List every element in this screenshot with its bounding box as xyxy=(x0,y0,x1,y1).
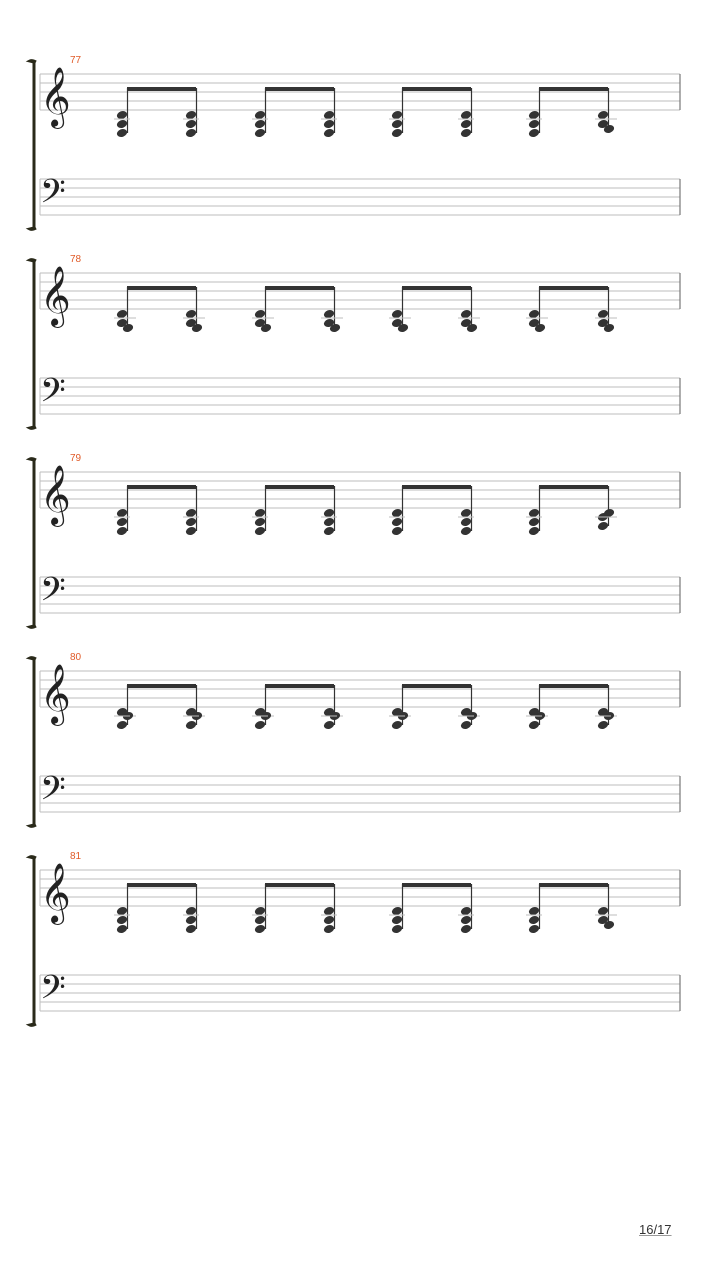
beam xyxy=(265,485,334,489)
note-head xyxy=(528,517,540,528)
note-head xyxy=(185,526,197,537)
note-head xyxy=(254,720,266,731)
note-head xyxy=(391,517,403,528)
treble-staff xyxy=(40,472,680,508)
beam xyxy=(539,87,608,91)
note-head xyxy=(116,915,128,926)
beamed-group xyxy=(389,485,474,536)
note-head xyxy=(460,924,472,935)
bass-staff xyxy=(40,776,680,812)
beam xyxy=(265,87,334,91)
beam xyxy=(127,684,196,688)
bass-staff xyxy=(40,577,680,613)
bass-staff xyxy=(40,975,680,1011)
system xyxy=(30,260,680,429)
note-head xyxy=(460,119,472,130)
beamed-group xyxy=(526,485,617,536)
beamed-group xyxy=(526,883,617,934)
note-head xyxy=(391,128,403,139)
beamed-group xyxy=(114,485,199,536)
system xyxy=(30,459,680,628)
measure-number: 81 xyxy=(70,851,82,862)
note-head xyxy=(323,517,335,528)
note-head xyxy=(254,517,266,528)
beam xyxy=(265,286,334,290)
note-head xyxy=(460,128,472,139)
beamed-group xyxy=(252,286,343,333)
beamed-group xyxy=(389,87,474,138)
note-head xyxy=(254,128,266,139)
system xyxy=(30,857,680,1026)
note-head xyxy=(391,915,403,926)
bass-clef-icon: 𝄢 xyxy=(40,770,66,816)
page-number: 16/17 xyxy=(639,1222,672,1237)
beamed-group xyxy=(114,883,199,934)
treble-staff xyxy=(40,74,680,110)
note-head xyxy=(528,526,540,537)
note-head xyxy=(597,521,609,532)
beam xyxy=(402,883,471,887)
beam xyxy=(539,684,608,688)
bass-clef-icon: 𝄢 xyxy=(40,372,66,418)
beamed-group xyxy=(526,286,617,333)
treble-clef-icon: 𝄞 xyxy=(40,67,71,127)
beamed-group xyxy=(252,485,337,536)
system-bracket xyxy=(30,857,36,1026)
note-head xyxy=(185,119,197,130)
note-head xyxy=(185,924,197,935)
beam xyxy=(402,87,471,91)
beamed-group xyxy=(252,87,337,138)
note-head xyxy=(185,128,197,139)
note-head xyxy=(391,119,403,130)
note-head xyxy=(116,128,128,139)
note-head xyxy=(323,128,335,139)
treble-staff xyxy=(40,870,680,906)
treble-staff xyxy=(40,273,680,309)
beam xyxy=(265,684,334,688)
beamed-group xyxy=(114,286,205,333)
note-head xyxy=(323,526,335,537)
note-head xyxy=(254,526,266,537)
note-head xyxy=(323,119,335,130)
note-head xyxy=(116,119,128,130)
beam xyxy=(127,883,196,887)
measure-number: 77 xyxy=(70,55,82,66)
note-head xyxy=(597,720,609,731)
note-head xyxy=(528,119,540,130)
beam xyxy=(402,684,471,688)
note-head xyxy=(185,517,197,528)
note-head xyxy=(528,128,540,139)
note-head xyxy=(323,924,335,935)
system-bracket xyxy=(30,61,36,230)
note-head xyxy=(116,517,128,528)
beam xyxy=(539,485,608,489)
note-head xyxy=(528,720,540,731)
note-head xyxy=(391,924,403,935)
bass-clef-icon: 𝄢 xyxy=(40,571,66,617)
system-bracket xyxy=(30,459,36,628)
beam xyxy=(402,286,471,290)
bass-staff xyxy=(40,378,680,414)
note-head xyxy=(391,526,403,537)
beamed-group xyxy=(389,286,480,333)
note-head xyxy=(254,915,266,926)
beamed-group xyxy=(389,883,474,934)
note-head xyxy=(460,526,472,537)
system xyxy=(30,61,680,230)
system-bracket xyxy=(30,260,36,429)
beam xyxy=(265,883,334,887)
bass-clef-icon: 𝄢 xyxy=(40,969,66,1015)
note-head xyxy=(254,119,266,130)
treble-clef-icon: 𝄞 xyxy=(40,863,71,923)
note-head xyxy=(460,720,472,731)
bass-staff xyxy=(40,179,680,215)
note-head xyxy=(116,720,128,731)
note-head xyxy=(528,915,540,926)
beamed-group xyxy=(114,87,199,138)
treble-clef-icon: 𝄞 xyxy=(40,465,71,525)
beam xyxy=(127,485,196,489)
note-head xyxy=(185,720,197,731)
beam xyxy=(127,286,196,290)
bass-clef-icon: 𝄢 xyxy=(40,173,66,219)
note-head xyxy=(116,924,128,935)
beam xyxy=(127,87,196,91)
measure-number: 78 xyxy=(70,254,82,265)
treble-staff xyxy=(40,671,680,707)
treble-clef-icon: 𝄞 xyxy=(40,266,71,326)
treble-clef-icon: 𝄞 xyxy=(40,664,71,724)
beamed-group xyxy=(526,87,617,138)
note-head xyxy=(254,924,266,935)
note-head xyxy=(185,915,197,926)
beam xyxy=(539,883,608,887)
note-head xyxy=(391,720,403,731)
beam xyxy=(539,286,608,290)
note-head xyxy=(323,915,335,926)
note-head xyxy=(460,517,472,528)
beamed-group xyxy=(252,883,337,934)
system-bracket xyxy=(30,658,36,827)
beam xyxy=(402,485,471,489)
system xyxy=(30,658,680,827)
measure-number: 79 xyxy=(70,453,82,464)
note-head xyxy=(528,924,540,935)
note-head xyxy=(460,915,472,926)
note-head xyxy=(323,720,335,731)
measure-number: 80 xyxy=(70,652,82,663)
note-head xyxy=(116,526,128,537)
